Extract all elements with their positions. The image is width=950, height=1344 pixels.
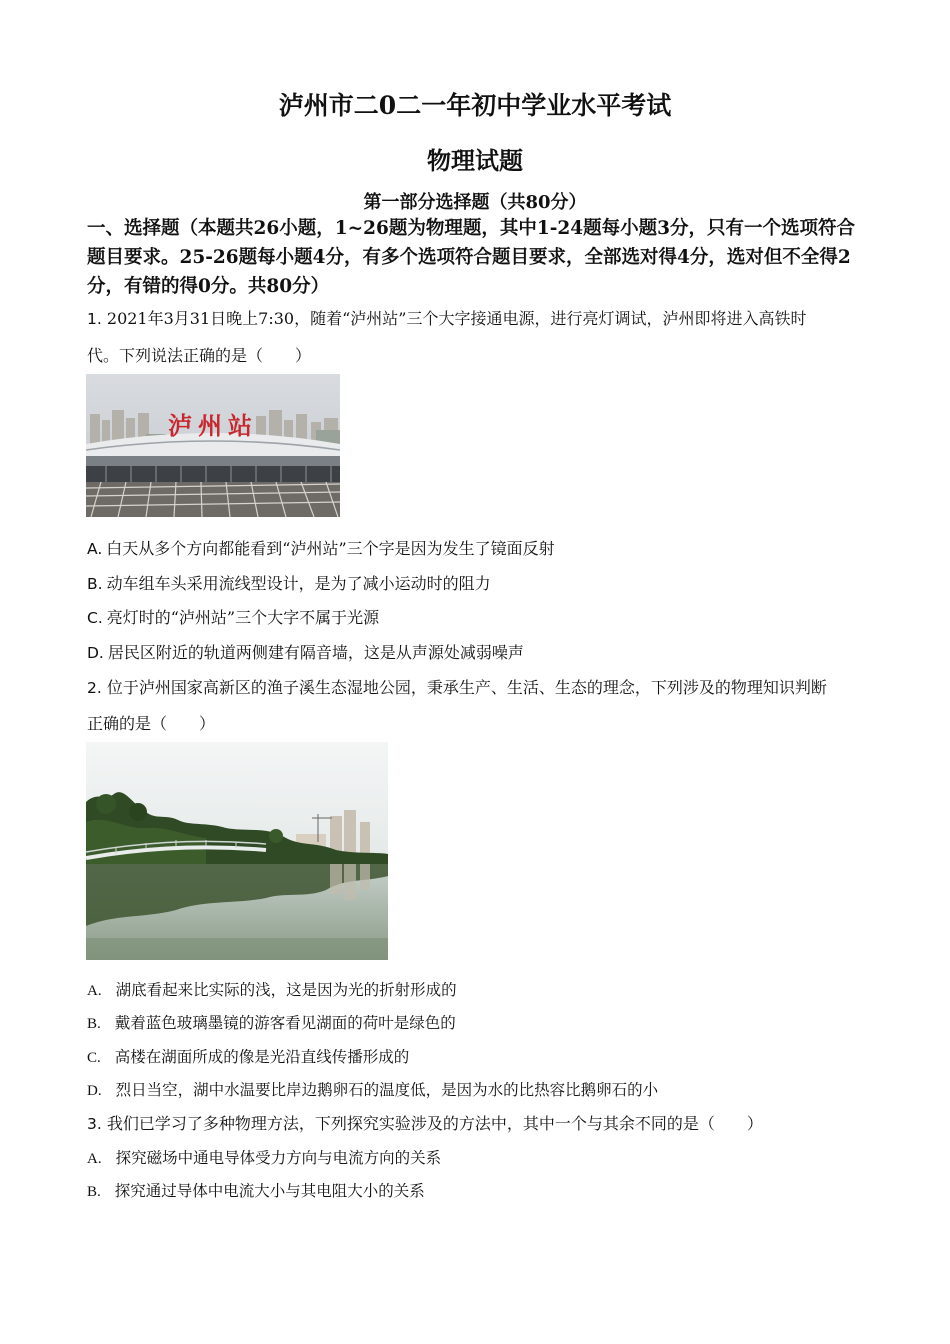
option-letter: A. xyxy=(87,540,103,558)
option-text: 烈日当空，湖中水温要比岸边鹅卵石的温度低，是因为水的比热容比鹅卵石的小 xyxy=(115,1081,659,1099)
option-letter: D. xyxy=(87,1083,102,1099)
option-text: 探究通过导体中电流大小与其电阻大小的关系 xyxy=(114,1182,425,1200)
option-letter: D. xyxy=(87,644,104,662)
question-number: 3. xyxy=(87,1115,102,1133)
option-letter: C. xyxy=(87,609,103,627)
question-text: 2021年3月31日晚上7:30，随着“泸州站”三个大字接通电源，进行亮灯调试，泸州即将进入高铁时 xyxy=(106,309,807,328)
station-sign-text: 泸州站 xyxy=(168,412,258,440)
option-letter: A. xyxy=(87,983,102,999)
question-3-option-b[interactable] xyxy=(87,1179,425,1201)
question-2-stem-line2: 正确的是（ ） xyxy=(87,714,216,733)
question-1-option-b[interactable] xyxy=(87,571,491,594)
question-text: 我们已学习了多种物理方法，下列探究实验涉及的方法中，其中一个与其余不同的是（ ） xyxy=(106,1114,763,1133)
section-instructions: 一、选择题（本题共26小题，1~26题为物理题，其中1-24题每小题3分，只有一个选项符合题目要求。25-26题每小题4分，有多个选项符合题目要求，全部选对得4分，选对但不全得2分，有错的得0分。共80分） xyxy=(87,218,856,297)
exam-title: 泸州市二0二一年初中学业水平考试 xyxy=(278,91,672,120)
option-text: 高楼在湖面所成的像是光沿直线传播形成的 xyxy=(114,1048,410,1066)
option-letter: B. xyxy=(87,1184,101,1200)
question-2-stem-line1 xyxy=(87,675,827,698)
option-text: 探究磁场中通电导体受力方向与电流方向的关系 xyxy=(115,1149,442,1167)
question-3-option-a[interactable] xyxy=(87,1146,441,1168)
question-2-option-b[interactable] xyxy=(87,1011,456,1033)
luzhou-station-photo xyxy=(86,374,340,517)
question-1-option-d[interactable] xyxy=(87,640,524,663)
subject-title: 物理试题 xyxy=(427,146,523,175)
question-number: 1. xyxy=(87,310,102,328)
option-text: 亮灯时的“泸州站”三个大字不属于光源 xyxy=(106,608,380,627)
option-letter: C. xyxy=(87,1050,101,1066)
question-1-option-c[interactable] xyxy=(87,605,379,628)
question-2-option-d[interactable] xyxy=(87,1078,658,1100)
wetland-park-photo xyxy=(86,742,388,960)
option-text: 居民区附近的轨道两侧建有隔音墙，这是从声源处减弱噪声 xyxy=(107,643,524,662)
option-letter: B. xyxy=(87,1016,101,1032)
question-1-stem-line1 xyxy=(87,306,806,329)
question-3-stem xyxy=(87,1111,763,1134)
question-number: 2. xyxy=(87,679,102,697)
question-text: 位于泸州国家高新区的渔子溪生态湿地公园，秉承生产、生活、生态的理念，下列涉及的物理知识判断 xyxy=(106,678,827,697)
option-text: 戴着蓝色玻璃墨镜的游客看见湖面的荷叶是绿色的 xyxy=(114,1014,456,1032)
question-1-option-a[interactable] xyxy=(87,536,555,559)
question-1-stem-line2: 代。下列说法正确的是（ ） xyxy=(87,346,312,365)
question-2-option-a[interactable] xyxy=(87,978,457,1000)
option-text: 湖底看起来比实际的浅，这是因为光的折射形成的 xyxy=(115,981,457,999)
option-letter: B. xyxy=(87,575,103,593)
option-text: 动车组车头采用流线型设计，是为了减小运动时的阻力 xyxy=(106,574,491,593)
part-heading: 第一部分选择题（共80分） xyxy=(363,192,587,213)
option-letter: A. xyxy=(87,1151,102,1167)
question-2-option-c[interactable] xyxy=(87,1045,409,1067)
option-text: 白天从多个方向都能看到“泸州站”三个字是因为发生了镜面反射 xyxy=(106,539,555,558)
